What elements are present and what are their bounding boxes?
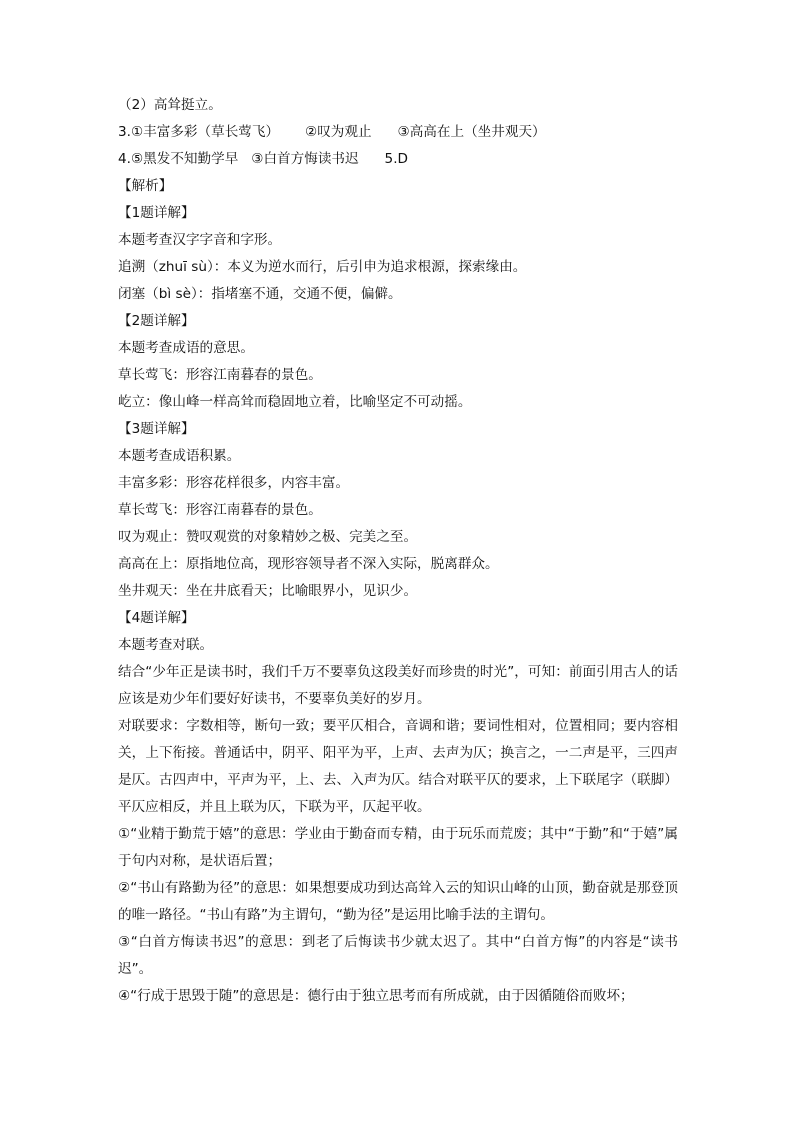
q1-intro: 本题考查汉字字音和字形。 bbox=[118, 232, 282, 248]
q4-paragraph-couplet-rules: 对联要求：字数相等，断句一致；要平仄相合，音调和谐；要词性相对，位置相同；要内容相关，上下衔接。普通话中，阴平、阳平为平，上声、去声为仄；换言之，一二声是平，三四声是仄。古四声中，平声为平，上、去、入声为仄。结合对联平仄的要求，上下联尾字（联脚）平仄应相反，并且上联为仄，下联为平，仄起平收。 bbox=[118, 718, 678, 815]
q3-item-4: 高高在上：原指地位高，现形容领导者不深入实际，脱离群众。 bbox=[118, 556, 499, 572]
answer-line-4-5: 4.⑤黑发不知勤学早 ③白首方悔读书迟 5.D bbox=[118, 151, 408, 167]
q3-item-3: 叹为观止：赞叹观赏的对象精妙之极、完美之至。 bbox=[118, 529, 418, 545]
document-page bbox=[118, 92, 678, 1010]
q2-intro: 本题考查成语的意思。 bbox=[118, 340, 254, 356]
q1-heading: 【1题详解】 bbox=[118, 205, 195, 221]
q4-intro: 本题考查对联。 bbox=[118, 637, 214, 653]
q1-item-1: 追溯（zhuī sù）：本义为逆水而行，后引申为追求根源，探索缘由。 bbox=[118, 259, 527, 275]
q3-item-5: 坐井观天：坐在井底看天；比喻眼界小，见识少。 bbox=[118, 583, 418, 599]
q1-item-2: 闭塞（bì sè）：指堵塞不通，交通不便，偏僻。 bbox=[118, 286, 402, 302]
q4-paragraph-item-3: ③“白首方悔读书迟”的意思：到老了后悔读书少就太迟了。其中“白首方悔”的内容是“读书迟”。 bbox=[118, 934, 678, 977]
q2-item-1: 草长莺飞：形容江南暮春的景色。 bbox=[118, 367, 322, 383]
q3-item-2: 草长莺飞：形容江南暮春的景色。 bbox=[118, 502, 322, 518]
answer-line-3: 3.①丰富多彩（草长莺飞） ②叹为观止 ③高高在上（坐井观天） bbox=[118, 124, 546, 140]
q2-heading: 【2题详解】 bbox=[118, 313, 195, 329]
q4-heading: 【4题详解】 bbox=[118, 610, 195, 626]
q2-item-2: 屹立：像山峰一样高耸而稳固地立着，比喻坚定不可动摇。 bbox=[118, 394, 472, 410]
q4-item-4: ④“行成于思毁于随”的意思是：德行由于独立思考而有所成就，由于因循随俗而败坏； bbox=[118, 988, 634, 1004]
q4-paragraph-item-1: ①“业精于勤荒于嬉”的意思：学业由于勤奋而专精，由于玩乐而荒废；其中“于勤”和“于嬉”属于句内对称，是状语后置； bbox=[118, 826, 678, 869]
answer-line-2: （2）高耸挺立。 bbox=[118, 97, 222, 113]
q3-item-1: 丰富多彩：形容花样很多，内容丰富。 bbox=[118, 475, 350, 491]
analysis-heading: 【解析】 bbox=[118, 178, 173, 194]
q4-paragraph-item-2: ②“书山有路勤为径”的意思：如果想要成功到达高耸入云的知识山峰的山顶，勤奋就是那登顶的唯一路径。“书山有路”为主谓句，“勤为径”是运用比喻手法的主谓句。 bbox=[118, 880, 678, 923]
q3-intro: 本题考查成语积累。 bbox=[118, 448, 241, 464]
q4-paragraph-context: 结合“少年正是读书时，我们千万不要辜负这段美好而珍贵的时光”，可知：前面引用古人的话应该是劝少年们要好好读书，不要辜负美好的岁月。 bbox=[118, 664, 678, 707]
q3-heading: 【3题详解】 bbox=[118, 421, 195, 437]
